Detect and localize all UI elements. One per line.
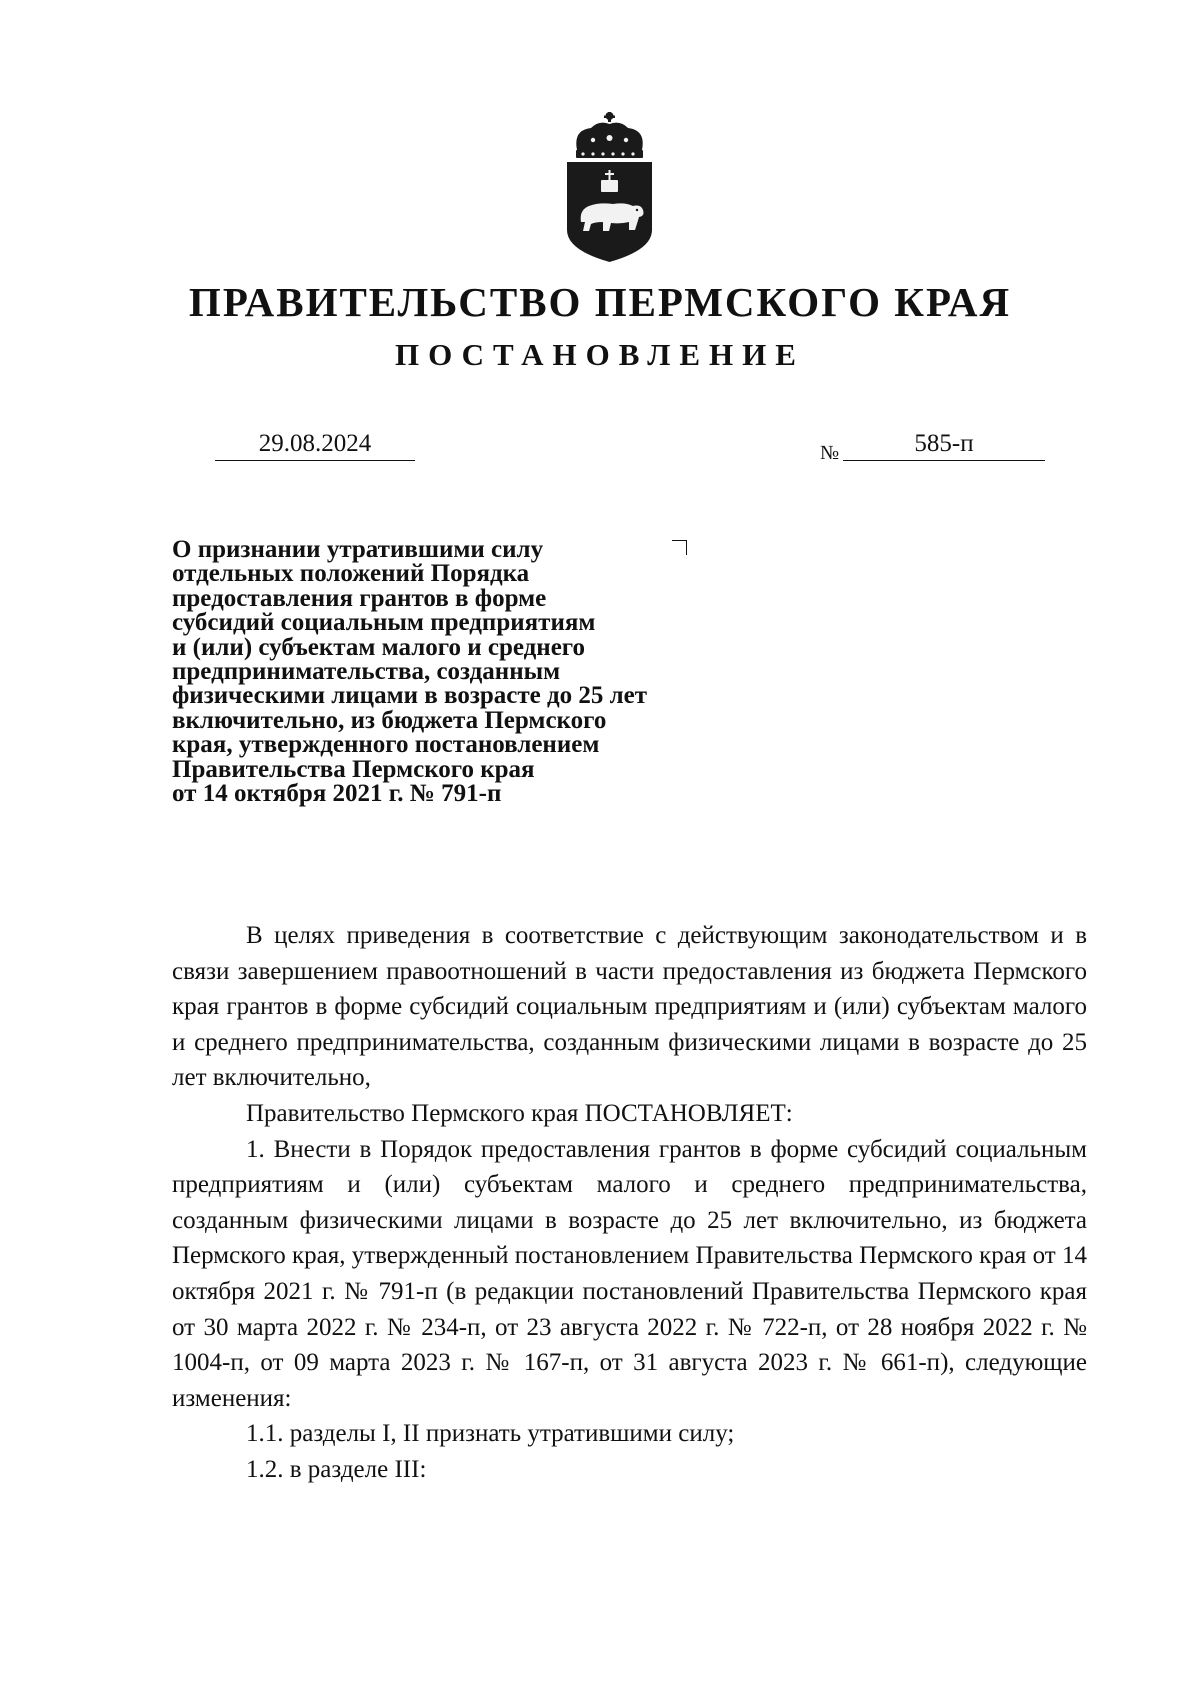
body-paragraph-resolves: Правительство Пермского края ПОСТАНОВЛЯЕТ:	[246, 1099, 793, 1127]
subject-line: Правительства Пермского края	[172, 755, 535, 783]
number-sign: №	[820, 442, 840, 464]
document-body	[172, 918, 1087, 1488]
subject-line: предоставления грантов в форме	[172, 584, 547, 612]
body-paragraph-preamble: В целях приведения в соответствие с действующим законодательством и в связи завершением правоотношений в части предоставления из бюджета Пермского края грантов в форме субсидий социальным предприятиям и (или) субъектам малого и среднего предпринимательства, созданным физическими лицами в возрасте до 25 лет включительно,	[172, 922, 1087, 1092]
organization-title: ПРАВИТЕЛЬСТВО ПЕРМСКОГО КРАЯ	[188, 279, 1012, 325]
body-paragraph-item-1: 1. Внести в Порядок предоставления грантов в форме субсидий социальным предприятиям и (или) субъектам малого и среднего предпринимательства, созданным физическими лицами в возрасте до 25 лет включительно, из бюджета Пермского края, утвержденный постановлением Правительства Пермского края от 14 октября 2021 г. № 791-п (в редакции постановлений Правительства Пермского края от 30 марта 2022 г. № 234-п, от 23 августа 2022 г. № 722-п, от 28 ноября 2022 г. № 1004-п, от 09 марта 2023 г. № 167-п, от 31 августа 2023 г. № 661-п), следующие изменения:	[172, 1135, 1087, 1412]
body-paragraph-item-1-2: 1.2. в разделе III:	[246, 1455, 427, 1483]
subject-line: субсидий социальным предприятиям	[172, 609, 596, 637]
subject-line: физическими лицами в возрасте до 25 лет	[172, 682, 648, 710]
document-date: 29.08.2024	[215, 430, 415, 461]
subject-line: О признании утратившими силу	[172, 536, 544, 563]
subject-line: включительно, из бюджета Пермского	[172, 706, 607, 734]
subject-line: предпринимательства, созданным	[172, 658, 561, 686]
subject-line: отдельных положений Порядка	[172, 560, 530, 588]
subject-line: края, утвержденного постановлением	[172, 731, 600, 759]
subject-line: и (или) субъектам малого и среднего	[172, 633, 586, 661]
perm-krai-coat-of-arms-icon	[563, 110, 656, 265]
subject-line: от 14 октября 2021 г. № 791-п	[172, 780, 502, 808]
document-type: ПОСТАНОВЛЕНИЕ	[395, 337, 805, 372]
body-paragraph-item-1-1: 1.1. разделы I, II признать утратившими силу;	[246, 1420, 735, 1448]
document-subject	[172, 538, 732, 806]
document-number: 585-п	[843, 430, 1045, 461]
